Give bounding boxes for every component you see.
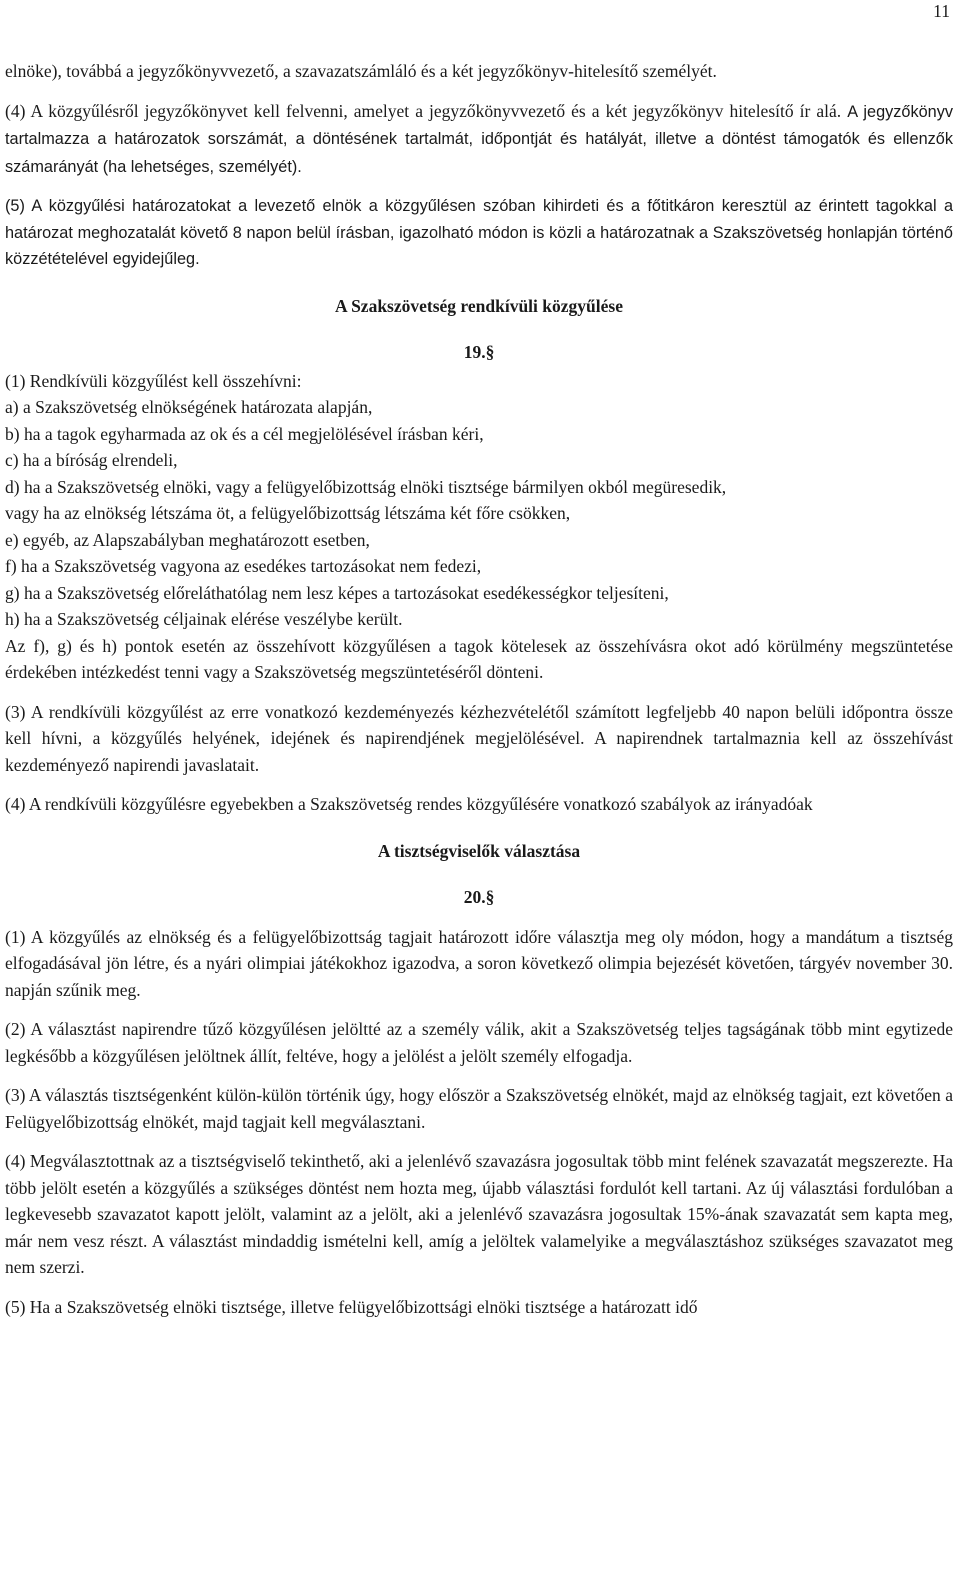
paragraph-continued: elnöke), továbbá a jegyzőkönyvvezető, a szavazatszámláló és a két jegyzőkönyv-hitelesítő személyét.	[5, 61, 717, 81]
list-item-a: a) a Szakszövetség elnökségének határozata alapján,	[5, 397, 373, 417]
list-item-b: b) ha a tagok egyharmada az ok és a cél megjelölésével írásban kéri,	[5, 423, 484, 444]
heading-elections: A tisztségviselők választása	[377, 840, 581, 861]
section-19-paragraph-4: (4) A rendkívüli közgyűlésre egyebekben a Szakszövetség rendes közgyűlésére vonatkozó szabályok az irányadóak	[5, 794, 813, 814]
paragraph-4	[5, 98, 953, 181]
list-item-g: g) ha a Szakszövetség előreláthatólag nem lesz képes a tartozásokat esedékességkor teljesíteni,	[5, 582, 669, 603]
paragraph-4-part-1: (4) A közgyűlésről jegyzőkönyvet kell felvenni, amelyet a jegyzőkönyvvezető és a két jegyzőkönyv hitelesítő ír alá.	[5, 100, 842, 121]
heading-extraordinary-assembly: A Szakszövetség rendkívüli közgyűlése	[335, 295, 623, 316]
section-19-paragraph-3: (3) A rendkívüli közgyűlést az erre vonatkozó kezdeményezés kézhezvételétől számított legfeljebb 40 napon belüli időpontra össze kell hívni, a közgyűlés helyének, idejének és napirendjének megjelölésével. A napirendnek tartalmaznia kell az összehívást kezdeményező napirendi javaslatait.	[5, 701, 953, 775]
list-item-c: c) ha a bíróság elrendeli,	[5, 450, 178, 470]
section-20-paragraph-2: (2) A választást napirendre tűző közgyűlésen jelöltté az a személy válik, akit a Szakszövetség teljes tagságának több mint egytizede legkésőbb a közgyűlésen jelöltnek állít, feltéve, hogy a jelölést a jelölt személy elfogadja.	[5, 1019, 953, 1066]
page-number: 11	[933, 1, 950, 21]
paragraph-4-part-2: A jegyzőkönyv tartalmazza a határozatok sorszámát, a döntésének tartalmát, időpontját és hatályát, illetve a döntést támogatók és ellenzők számarányát (ha lehetséges, személyét).	[5, 102, 954, 176]
list-item-f: f) ha a Szakszövetség vagyona az esedékes tartozásokat nem fedezi,	[5, 556, 482, 576]
list-item-e: e) egyéb, az Alapszabályban meghatározott esetben,	[5, 529, 370, 550]
list-item-d-line-2: vagy ha az elnökség létszáma öt, a felügyelőbizottság létszáma két főre csökken,	[5, 503, 571, 523]
section-20-paragraph-5-start: (5) Ha a Szakszövetség elnöki tisztsége, illetve felügyelőbizottsági elnöki tisztsége a határozatt idő	[5, 1296, 698, 1317]
section-19-note: Az f), g) és h) pontok esetén az összehívott közgyűlésen a tagok kötelesek az összehívásra okot adó körülmény megszüntetése érdekében intézkedést tenni vagy a Szakszövetség megszüntetéséről dönteni.	[5, 635, 953, 682]
document-body	[5, 58, 953, 1320]
section-20-paragraph-4: (4) Megválasztottnak az a tisztségviselő tekinthető, aki a jelenlévő szavazásra jogosultak több mint felének szavazatát megszerezte. Ha több jelölt esetén a közgyűlés a szükséges döntést nem hozta meg, újabb választási fordulót kell tartani. Az új választási fordulóban a legkevesebb szavazatot kapott jelölt, valamint az a jelölt, aki a jelenlévő szavazásra jogosultak 15%-ának szavazatát sem kapta meg, már nem vesz részt. A választást mindaddig ismételni kell, amíg a jelöltek valamelyike a megválasztáshoz szükséges szavazatot meg nem szerzi.	[5, 1151, 953, 1277]
list-item-h: h) ha a Szakszövetség céljainak elérése veszélybe került.	[5, 609, 403, 629]
list-item-d-line-1: d) ha a Szakszövetség elnöki, vagy a felügyelőbizottság elnöki tisztsége bármilyen okból megüresedik,	[5, 476, 727, 497]
section-20-number: 20.§	[463, 887, 495, 907]
paragraph-5: (5) A közgyűlési határozatokat a levezető elnök a közgyűlésen szóban kihirdeti és a főtitkáron keresztül az érintett tagokkal a határozat meghozatalát követő 8 napon belül írásban, igazolható módon is közli a határozatnak a Szakszövetség honlapján történő közzétételével egyidejűleg.	[5, 197, 953, 268]
section-20-paragraph-1: (1) A közgyűlés az elnökség és a felügyelőbizottság tagjait határozott időre választja meg oly módon, hogy a mandátum a tisztség elfogadásával jön létre, és a nyári olimpiai játékokhoz igazodva, a soron következő olimpia bejezését követően, tárgyév november 30. napján szűnik meg.	[5, 926, 953, 1000]
section-19-number: 19.§	[463, 342, 495, 362]
section-20-paragraph-3: (3) A választás tisztségenként külön-külön történik úgy, hogy először a Szakszövetség elnökét, majd az elnökség tagjait, ezt követően a Felügyelőbizottság elnökét, majd tagjait kell megválasztani.	[5, 1085, 953, 1132]
section-19-intro: (1) Rendkívüli közgyűlést kell összehívni:	[5, 370, 302, 391]
